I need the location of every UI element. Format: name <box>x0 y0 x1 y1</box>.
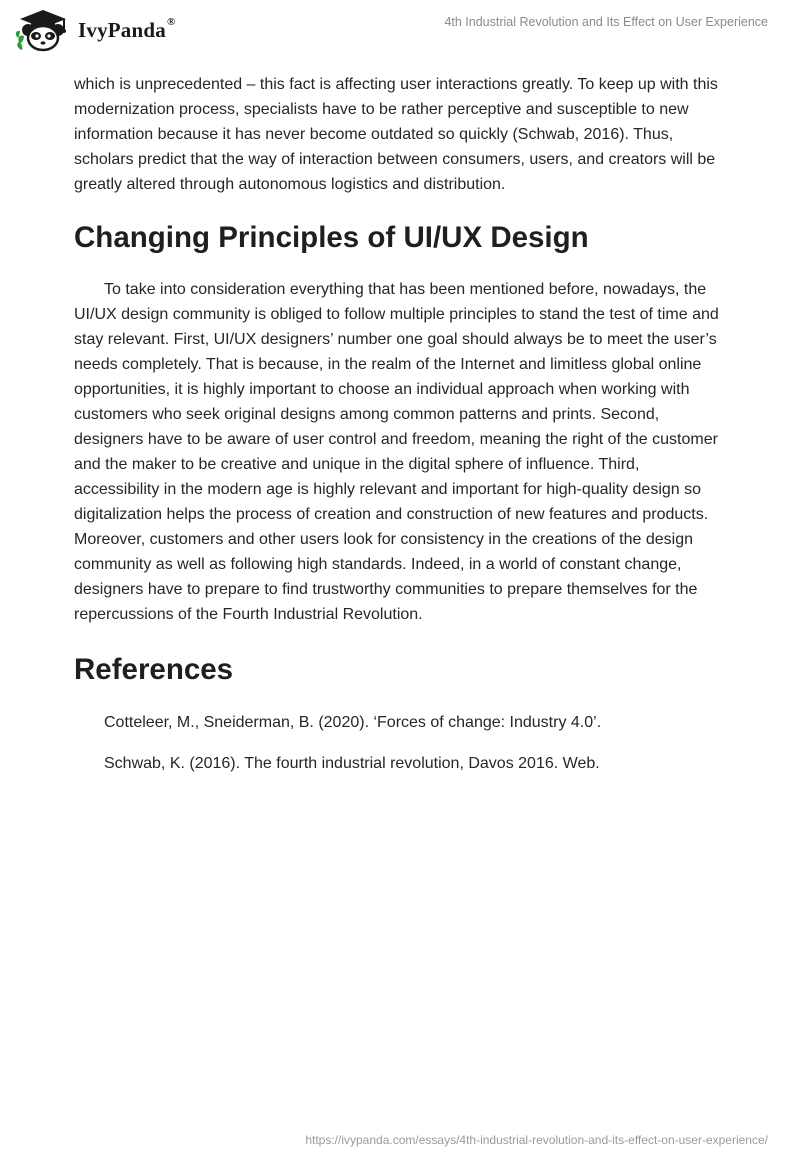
section-paragraph: To take into consideration everything that has been mentioned before, nowadays, the UI/UX design community is obliged to follow multiple principles to stand the test of time and stay relevant. First, UI/UX designers’ number one goal should always be to meet the user’s needs completely. That is because, in the realm of the Internet and limitless global online opportunities, it is highly important to choose an individual approach when working with customers who seek original designs among common patterns and prints. Second, designers have to be aware of user control and freedom, meaning the right of the customer and the maker to be creative and unique in the digital sphere of influence. Third, accessibility in the modern age is highly relevant and important for high-quality design so digitalization helps the process of creation and construction of new features and products. Moreover, customers and other users look for consistency in the creations of the design community as well as following high standards. Indeed, in a world of constant change, designers have to prepare to find trustworthy communities to prepare themselves for the repercussions of the Fourth Industrial Revolution. <box>74 281 719 623</box>
document-title: 4th Industrial Revolution and Its Effect on User Experience <box>444 15 768 29</box>
essay-content <box>74 72 724 792</box>
page-header <box>0 0 800 64</box>
reference-item: Cotteleer, M., Sneiderman, B. (2020). ‘Forces of change: Industry 4.0’. <box>104 714 602 731</box>
references-list <box>74 710 724 776</box>
section-heading: Changing Principles of UI/UX Design <box>74 221 589 254</box>
registered-mark: ® <box>166 15 176 28</box>
ivypanda-logo[interactable] <box>14 8 175 52</box>
reference-item: Schwab, K. (2016). The fourth industrial revolution, Davos 2016. Web. <box>104 755 600 772</box>
logo-text: IvyPanda® <box>78 15 176 42</box>
intro-paragraph: which is unprecedented – this fact is affecting user interactions greatly. To keep up with this modernization process, specialists have to be rather perceptive and susceptible to new information because it has never become outdated so quickly (Schwab, 2016). Thus, scholars predict that the way of interaction between consumers, users, and creators will be greatly altered through autonomous logistics and distribution. <box>74 76 718 193</box>
references-heading: References <box>74 653 234 686</box>
footer-url-link[interactable]: https://ivypanda.com/essays/4th-industrial-revolution-and-its-effect-on-user-experience/ <box>305 1133 768 1147</box>
panda-graduate-logo-icon <box>14 8 72 52</box>
